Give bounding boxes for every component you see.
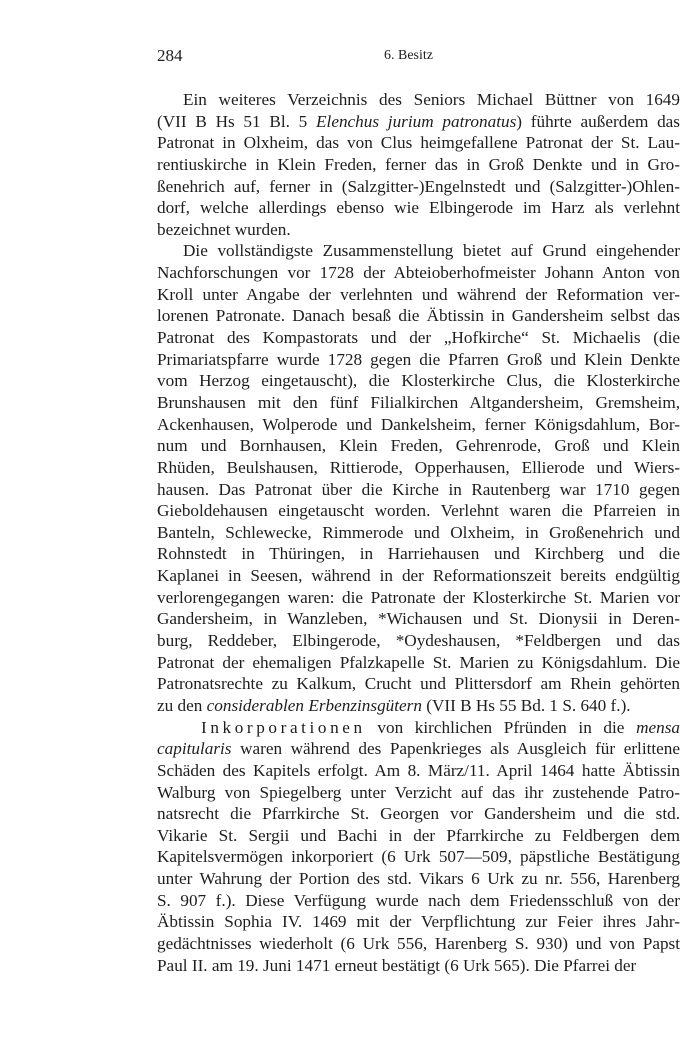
body-text	[157, 89, 680, 976]
text-run: Rohnstedt in Thüringen, in Harriehausen und Kirchberg und die	[157, 544, 680, 564]
text-run: S. 907 f.). Diese Verfügung wurde nach dem Friedensschluß von der	[157, 890, 680, 910]
text-line	[157, 370, 680, 392]
text-line	[157, 111, 680, 133]
text-line	[157, 890, 680, 912]
text-line	[157, 176, 680, 198]
text-line	[157, 825, 680, 847]
italic-text: Elenchus jurium patronatus	[316, 111, 517, 131]
text-line	[157, 89, 680, 111]
italic-text: considerablen Erbenzinsgütern	[206, 695, 422, 715]
text-run: Gieboldehausen eingetauscht worden. Verlehnt waren die Pfarreien in	[157, 501, 680, 521]
text-line	[157, 154, 680, 176]
text-run: Patronat in Olxheim, das von Clus heimgefallene Patronat der St. Lau-	[157, 133, 680, 153]
text-line	[157, 717, 680, 739]
text-line	[157, 760, 680, 782]
text-line	[157, 543, 680, 565]
text-run: waren während des Papenkrieges als Ausgleich für erlittene	[231, 739, 680, 759]
text-run: zu den	[157, 695, 207, 715]
text-line	[157, 219, 680, 241]
text-run: Kaplanei in Seesen, während in der Reformationszeit bereits endgültig	[157, 566, 680, 586]
text-line	[157, 500, 680, 522]
text-run: Ein weiteres Verzeichnis des Seniors Michael Büttner von 1649	[183, 90, 680, 109]
text-line	[157, 240, 680, 262]
text-line	[157, 803, 680, 825]
text-line	[157, 262, 680, 284]
text-run: Äbtissin Sophia IV. 1469 mit der Verpflichtung zur Feier ihres Jahr-	[157, 912, 680, 932]
text-line	[157, 587, 680, 609]
text-run: (VII B Hs 55 Bd. 1 S. 640 f.).	[421, 695, 631, 715]
text-run: bezeichnet wurden.	[157, 219, 291, 239]
text-line	[157, 305, 680, 327]
text-run: Patronatsrechte zu Kalkum, Crucht und Plittersdorf am Rhein gehörten	[157, 674, 680, 694]
text-line	[157, 392, 680, 414]
text-line	[157, 955, 680, 977]
text-line	[157, 868, 680, 890]
text-line	[157, 846, 680, 868]
text-run: Die vollständigste Zusammenstellung bietet auf Grund eingehender	[183, 241, 680, 261]
text-line	[157, 630, 680, 652]
text-run: Schäden des Kapitels erfolgt. Am 8. März/11. April 1464 hatte Äbtissin	[157, 760, 680, 780]
text-line	[157, 349, 680, 371]
text-run: ) führte außerdem das	[516, 111, 680, 131]
text-line	[157, 933, 680, 955]
text-run: rentiuskirche in Klein Freden, ferner das in Groß Denkte und in Gro-	[157, 154, 680, 174]
text-run: Walburg von Spiegelberg unter Verzicht auf das ihr zustehende Patro-	[157, 782, 680, 802]
text-line	[157, 911, 680, 933]
text-run: natsrecht die Pfarrkirche St. Georgen vor Gandersheim und die std.	[157, 804, 680, 824]
text-run: Primariatspfarre wurde 1728 gegen die Pfarren Groß und Klein Denkte	[157, 349, 680, 369]
text-line	[157, 197, 680, 219]
text-run: Banteln, Schlewecke, Rimmerode und Olxheim, in Großenehrich und	[157, 522, 680, 542]
text-run: gedächtnisses wiederholt (6 Urk 556, Harenberg S. 930) und von Papst	[157, 933, 680, 953]
text-run: lorenen Patronate. Danach besaß die Äbtissin in Gandersheim selbst das	[157, 306, 680, 326]
text-run: Kapitelsvermögen inkorporiert (6 Urk 507—509, päpstliche Bestätigung	[157, 847, 680, 867]
text-run: Kroll unter Angabe der verlehnten und während der Reformation ver-	[157, 284, 680, 304]
italic-text: mensa	[636, 717, 680, 737]
running-head: 6. Besitz	[384, 48, 433, 63]
text-run: (VII B Hs 51 Bl. 5	[157, 111, 317, 131]
text-line	[157, 565, 680, 587]
text-line	[157, 435, 680, 457]
text-run: von kirchlichen Pfründen in die	[365, 717, 637, 737]
text-run: Rhüden, Beulshausen, Rittierode, Opperhausen, Ellierode und Wiers-	[157, 457, 680, 477]
text-line	[157, 327, 680, 349]
italic-text: capitularis	[157, 739, 232, 759]
text-run: num und Bornhausen, Klein Freden, Gehrenrode, Groß und Klein	[157, 436, 680, 456]
text-run: verlorengegangen waren: die Patronate der Klosterkirche St. Marien vor	[157, 587, 680, 607]
text-run: ßenehrich auf, ferner in (Salzgitter-)Engelnstedt und (Salzgitter-)Ohlen-	[157, 176, 680, 196]
text-run: unter Wahrung der Portion des std. Vikars 6 Urk zu nr. 556, Harenberg	[157, 869, 680, 889]
text-run: burg, Reddeber, Elbingerode, *Oydeshausen, *Feldbergen und das	[157, 631, 680, 651]
text-run: Gandersheim, in Wanzleben, *Wichausen und St. Dionysii in Deren-	[157, 609, 680, 629]
text-run: Ackenhausen, Wolperode und Dankelsheim, ferner Königsdahlum, Bor-	[157, 414, 680, 434]
text-run: Brunshausen mit den fünf Filialkirchen Altgandersheim, Gremsheim,	[157, 392, 680, 412]
text-line	[157, 695, 680, 717]
text-line	[157, 673, 680, 695]
paragraph	[157, 717, 680, 977]
text-line	[157, 132, 680, 154]
text-line	[157, 479, 680, 501]
text-line	[157, 652, 680, 674]
text-line	[157, 457, 680, 479]
text-line	[157, 284, 680, 306]
spaced-text: Inkorporationen	[201, 717, 366, 737]
text-run: Vikarie St. Sergii und Bachi in der Pfarrkirche zu Feldbergen dem	[157, 825, 680, 845]
text-line	[157, 782, 680, 804]
text-run: hausen. Das Patronat über die Kirche in Rautenberg war 1710 gegen	[157, 479, 680, 499]
page-number: 284	[157, 46, 183, 65]
text-run: Nachforschungen vor 1728 der Abteioberhofmeister Johann Anton von	[157, 263, 680, 283]
text-line	[157, 522, 680, 544]
text-run: dorf, welche allerdings ebenso wie Elbingerode im Harz als verlehnt	[157, 198, 680, 218]
text-line	[157, 414, 680, 436]
paragraph	[157, 240, 680, 716]
text-run: Patronat der ehemaligen Pfalzkapelle St. Marien zu Königsdahlum. Die	[157, 652, 680, 672]
text-line	[157, 608, 680, 630]
text-run: Paul II. am 19. Juni 1471 erneut bestätigt (6 Urk 565). Die Pfarrei der	[157, 955, 637, 975]
text-run: vom Herzog eingetauscht), die Klosterkirche Clus, die Klosterkirche	[157, 371, 680, 391]
text-run: Patronat des Kompastorats und der „Hofkirche“ St. Michaelis (die	[157, 328, 680, 348]
text-line	[157, 738, 680, 760]
paragraph	[157, 89, 680, 240]
